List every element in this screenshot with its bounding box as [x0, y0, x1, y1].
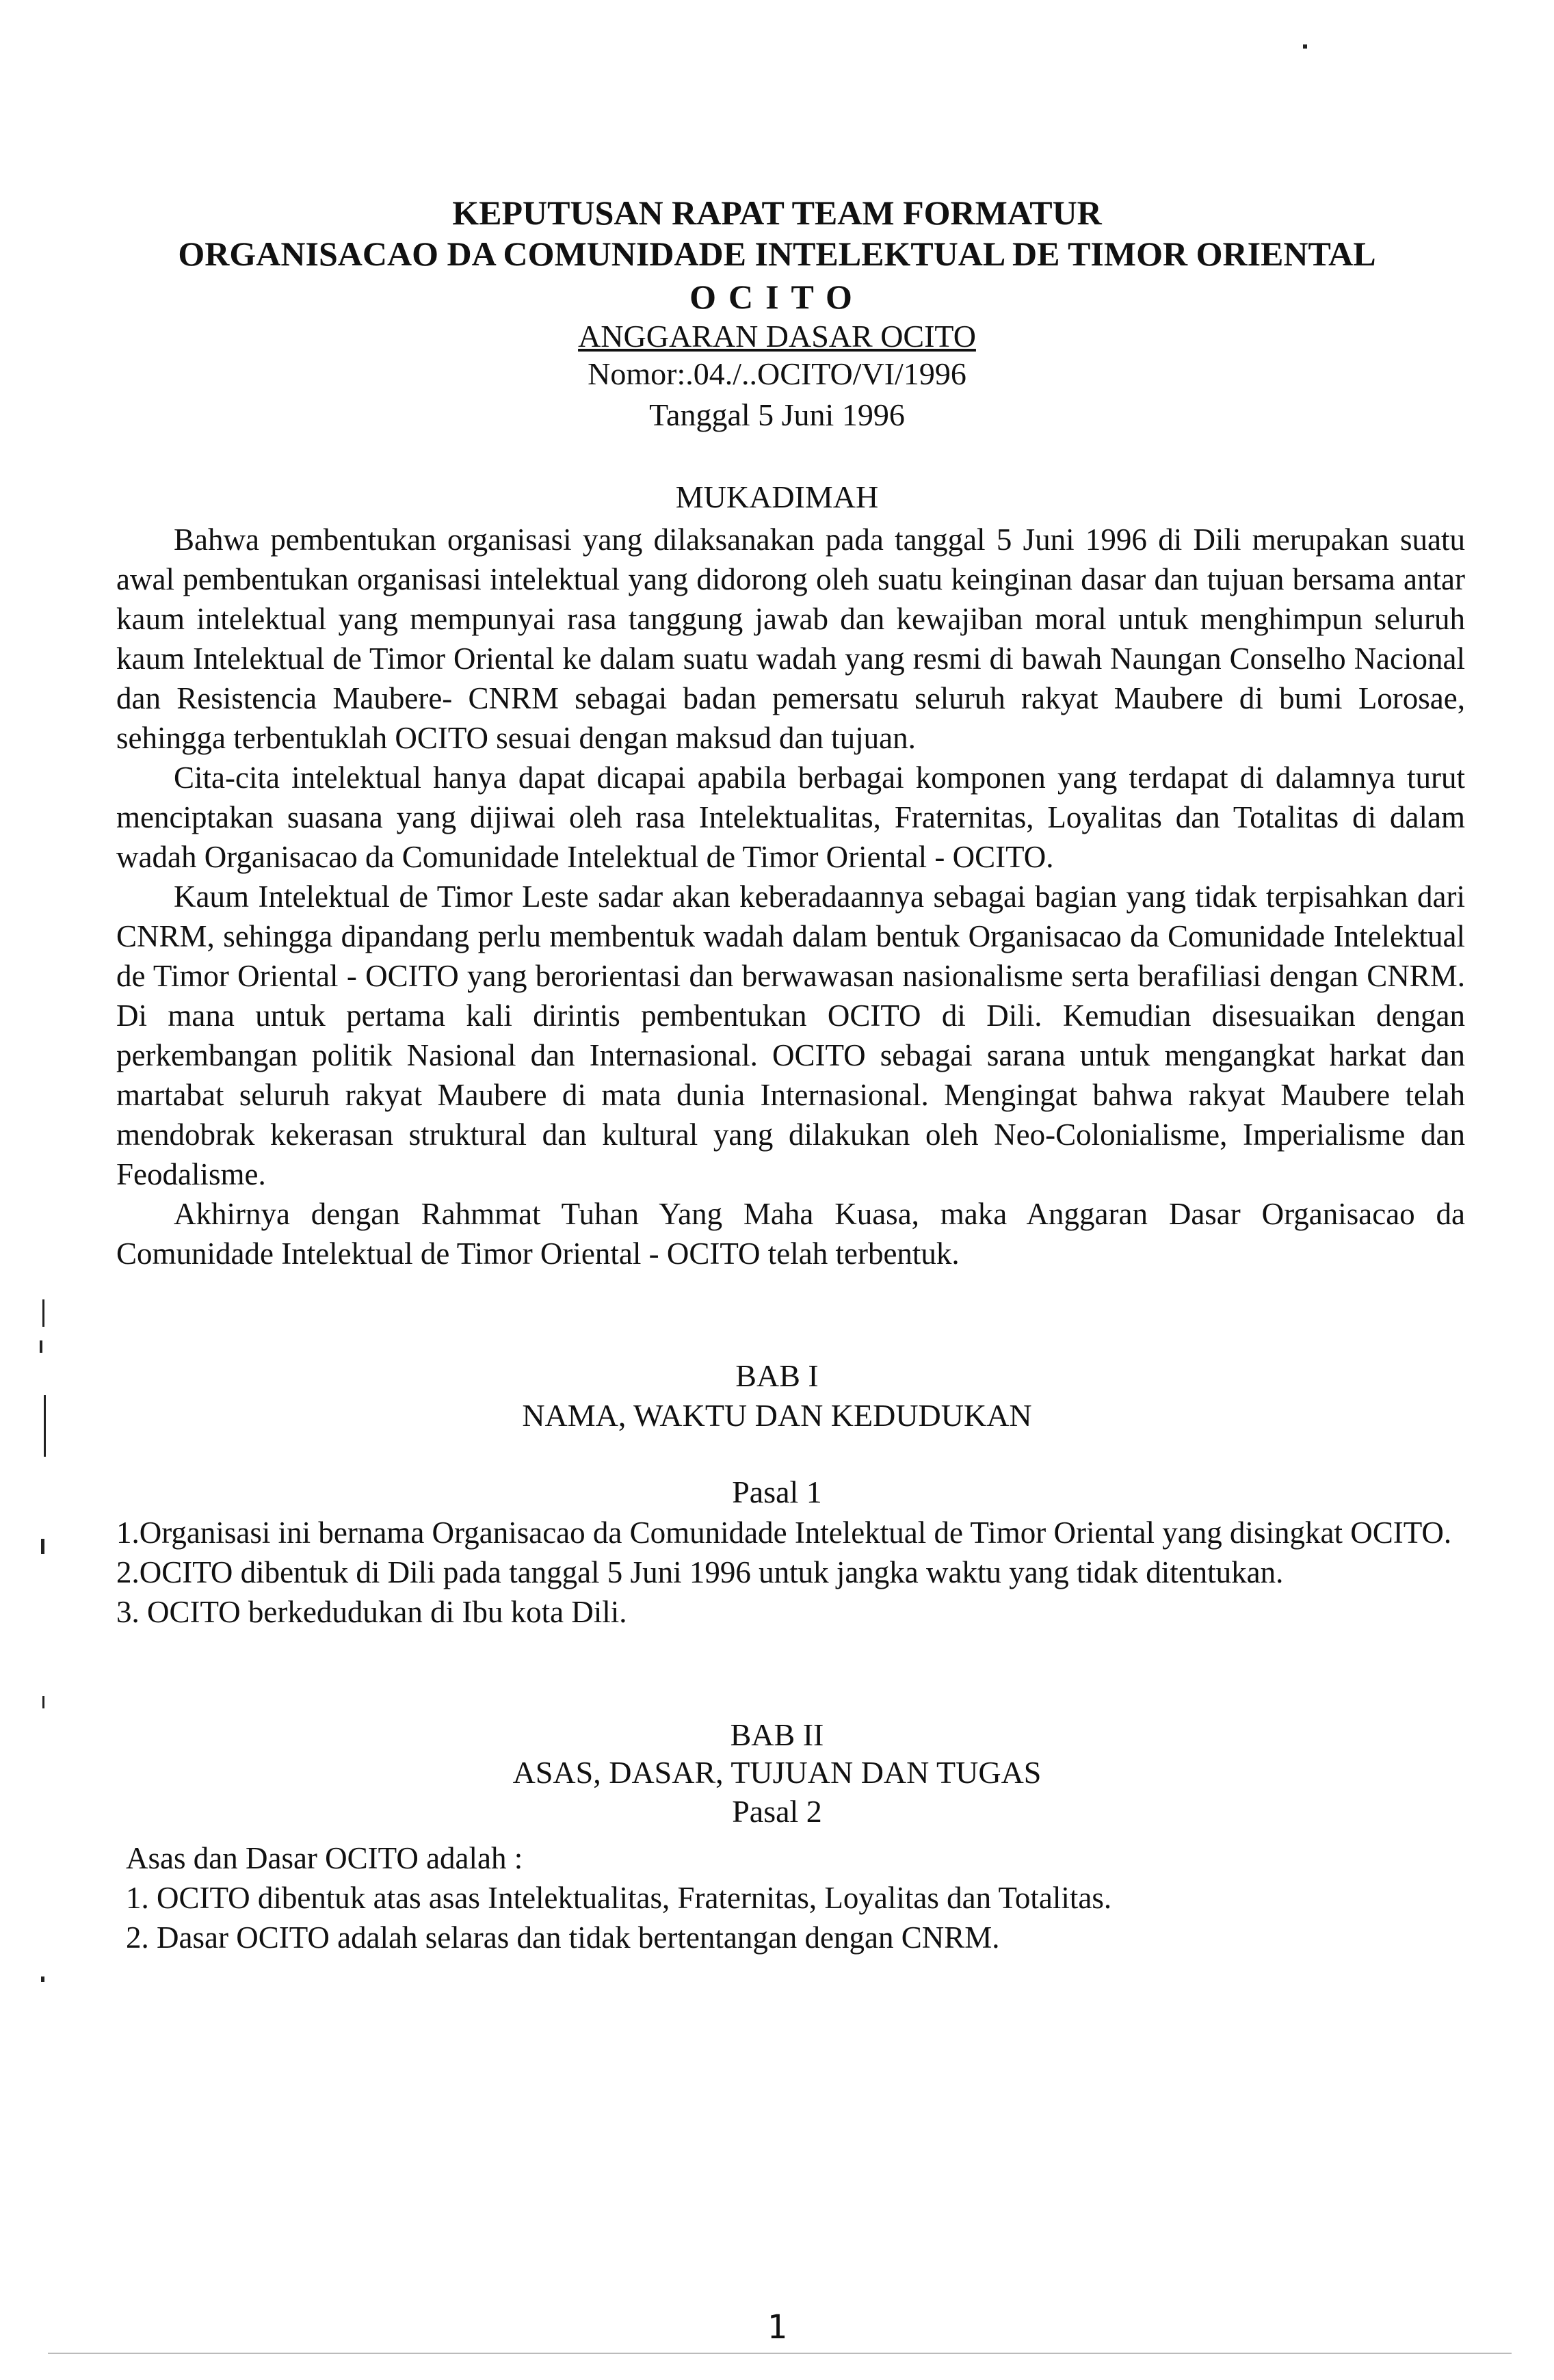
scan-artifact-mark [44, 1395, 46, 1457]
mukadimah-paragraph-3: Kaum Intelektual de Timor Leste sadar akan keberadaannya sebagai bagian yang tidak terpisahkan dari CNRM, sehingga dipandang perlu membentuk wadah dalam bentuk Organisacao da Comunidade Intelektual de Timor Oriental - OCITO yang berorientasi dan berwawasan nasionalisme serta berafiliasi dengan CNRM. Di mana untuk pertama kali dirintis pembentukan OCITO di Dili. Kemudian disesuaikan dengan perkembangan politik Nasional dan Internasional. OCITO sebagai sarana untuk mengangkat harkat dan martabat seluruh rakyat Maubere di mata dunia Internasional. Mengingat bahwa rakyat Maubere telah mendobrak kekerasan struktural dan kultural yang dilakukan oleh Neo-Colonialisme, Imperialisme dan Feodalisme. [116, 880, 1465, 1191]
organization-acronym: OCITO [689, 278, 865, 316]
pasal1-list [116, 1513, 1465, 1632]
pasal2-item-2: 2. Dasar OCITO adalah selaras dan tidak bertentangan dengan CNRM. [126, 1920, 1000, 1955]
bab2-subtitle: ASAS, DASAR, TUJUAN DAN TUGAS [512, 1755, 1042, 1790]
bab1-heading: BAB I [735, 1358, 819, 1393]
mukadimah-paragraph-4: Akhirnya dengan Rahmmat Tuhan Yang Maha Kuasa, maka Anggaran Dasar Organisacao da Comunidade Intelektual de Timor Oriental - OCITO telah terbentuk. [116, 1197, 1465, 1271]
bab1-subtitle: NAMA, WAKTU DAN KEDUDUKAN [522, 1398, 1032, 1433]
scan-artifact-mark [1303, 44, 1307, 49]
document-title: ANGGARAN DASAR OCITO [578, 319, 976, 354]
pasal1-item-1: 1.Organisasi ini bernama Organisacao da Comunidade Intelektual de Timor Oriental yang disingkat OCITO. [116, 1516, 1452, 1550]
pasal2-list [116, 1838, 1465, 1957]
pasal1-heading: Pasal 1 [732, 1475, 822, 1509]
document-number: Nomor:.04./..OCITO/VI/1996 [588, 356, 966, 391]
scan-bottom-line [48, 2353, 1512, 2354]
pasal1-item-2: 2.OCITO dibentuk di Dili pada tanggal 5 Juni 1996 untuk jangka waktu yang tidak ditentukan. [116, 1555, 1284, 1589]
mukadimah-paragraph-1: Bahwa pembentukan organisasi yang dilaksanakan pada tanggal 5 Juni 1996 di Dili merupakan suatu awal pembentukan organisasi intelektual yang didorong oleh suatu keinginan dasar dan tujuan bersama antar kaum intelektual yang mempunyai rasa tanggung jawab dan kewajiban moral untuk menghimpun seluruh kaum Intelektual de Timor Oriental ke dalam suatu wadah yang resmi di bawah Naungan Conselho Nacional dan Resistencia Maubere- CNRM sebagai badan pemersatu seluruh rakyat Maubere di bumi Lorosae, sehingga terbentuklah OCITO sesuai dengan maksud dan tujuan. [116, 523, 1465, 755]
pasal1-item-3: 3. OCITO berkedudukan di Ibu kota Dili. [116, 1595, 627, 1629]
page-number: 1 [767, 2308, 787, 2346]
decree-title: KEPUTUSAN RAPAT TEAM FORMATUR [452, 194, 1102, 232]
pasal2-intro: Asas dan Dasar OCITO adalah : [126, 1841, 523, 1875]
pasal2-heading: Pasal 2 [732, 1794, 822, 1829]
document-date: Tanggal 5 Juni 1996 [649, 397, 905, 432]
organization-name: ORGANISACAO DA COMUNIDADE INTELEKTUAL DE TIMOR ORIENTAL [178, 235, 1376, 273]
pasal2-item-1: 1. OCITO dibentuk atas asas Intelektualitas, Fraternitas, Loyalitas dan Totalitas. [126, 1881, 1112, 1915]
mukadimah-paragraph-2: Cita-cita intelektual hanya dapat dicapai apabila berbagai komponen yang terdapat di dalamnya turut menciptakan suasana yang dijiwai oleh rasa Intelektualitas, Fraternitas, Loyalitas dan Totalitas di dalam wadah Organisacao da Comunidade Intelektual de Timor Oriental - OCITO. [116, 761, 1465, 874]
mukadimah-heading: MUKADIMAH [675, 479, 879, 514]
scan-artifact-mark [41, 1976, 44, 1982]
scan-artifact-mark [42, 1696, 44, 1708]
scan-artifact-mark [42, 1299, 44, 1327]
scan-artifact-mark [41, 1539, 44, 1554]
scan-artifact-mark [40, 1340, 42, 1353]
mukadimah-body [116, 520, 1465, 1273]
bab2-heading: BAB II [730, 1717, 824, 1752]
